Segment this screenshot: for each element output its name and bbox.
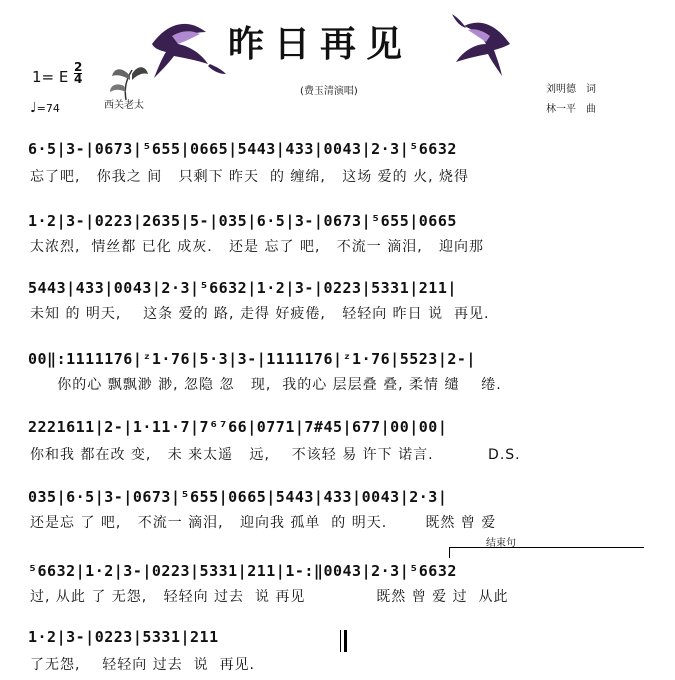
time-signature [74,62,82,85]
time-denominator: 4 [74,72,83,86]
lyrics-line-6: 还是忘 了 吧, 不流一 滴泪, 迎向我 孤单 的 明天. 既然 曾 爱 [30,515,497,531]
lyrics-line-1: 忘了吧, 你我之 间 只剩下 昨天 的 缠绵, 这场 爱的 火, 烧得 [30,169,470,185]
notation-line-2: 1·2|3-|0223|2635|5-|035|6·5|3-|0673|⁵655|0665 [28,212,457,230]
watermark-stamp: 西关老太 [104,100,144,111]
notation-line-1: 6·5|3-|0673|⁵655|0665|5443|433|0043|2·3|⁵6632 [28,140,457,158]
notation-line-4: 00‖:1111176|ᶻ1·76|5·3|3-|1111176|ᶻ1·76|5523|2-| [28,350,476,368]
note-icon: ♩ [30,100,37,116]
lyricist-credit: 刘明德 词 [546,84,596,95]
notation-line-7: ⁵6632|1·2|3-|0223|5331|211|1-:‖0043|2·3|⁵6632 [28,562,457,580]
final-barline [340,630,347,652]
lyrics-line-5: 你和我 都在改 变, 未 来太遥 远, 不该轻 易 许下 诺言. D.S. [30,447,521,463]
ending-label: 结束句 [486,538,516,549]
song-title: 昨日再见 [228,23,413,65]
tempo-marking [30,100,60,116]
singer-credit: (费玉清演唱) [300,86,358,97]
tempo-value: =74 [36,102,60,115]
ending-bracket [449,547,644,558]
notation-line-8: 1·2|3-|0223|5331|211 [28,628,219,646]
lyrics-line-4: 你的心 飘飘渺 渺, 忽隐 忽 现, 我的心 层层叠 叠, 柔情 缱 绻. [30,377,502,393]
notation-line-6: 035|6·5|3-|0673|⁵655|0665|5443|433|0043|2·3| [28,488,448,506]
swallow-right-icon [444,10,514,80]
lyrics-line-2: 太浓烈, 情丝都 已化 成灰. 还是 忘了 吧, 不流一 滴泪, 迎向那 [30,239,485,255]
lyrics-line-8: 了无怨, 轻轻向 过去 说 再见. [30,657,255,673]
time-numerator: 2 [74,60,83,74]
lyrics-line-3: 未知 的 明天, 这条 爱的 路, 走得 好疲倦, 轻轻向 昨日 说 再见. [30,306,490,322]
composer-credit: 林一平 曲 [546,104,596,115]
key-signature: 1= E [32,68,69,86]
swallow-left-icon [148,14,228,82]
notation-line-3: 5443|433|0043|2·3|⁵6632|1·2|3-|0223|5331|211| [28,279,457,297]
notation-line-5: 2221611|2-|1·11·7|7⁶⁷66|0771|7#45|677|00|00| [28,418,448,436]
lyrics-line-7: 过, 从此 了 无怨, 轻轻向 过去 说 再见 既然 曾 爱 过 从此 [30,589,509,605]
